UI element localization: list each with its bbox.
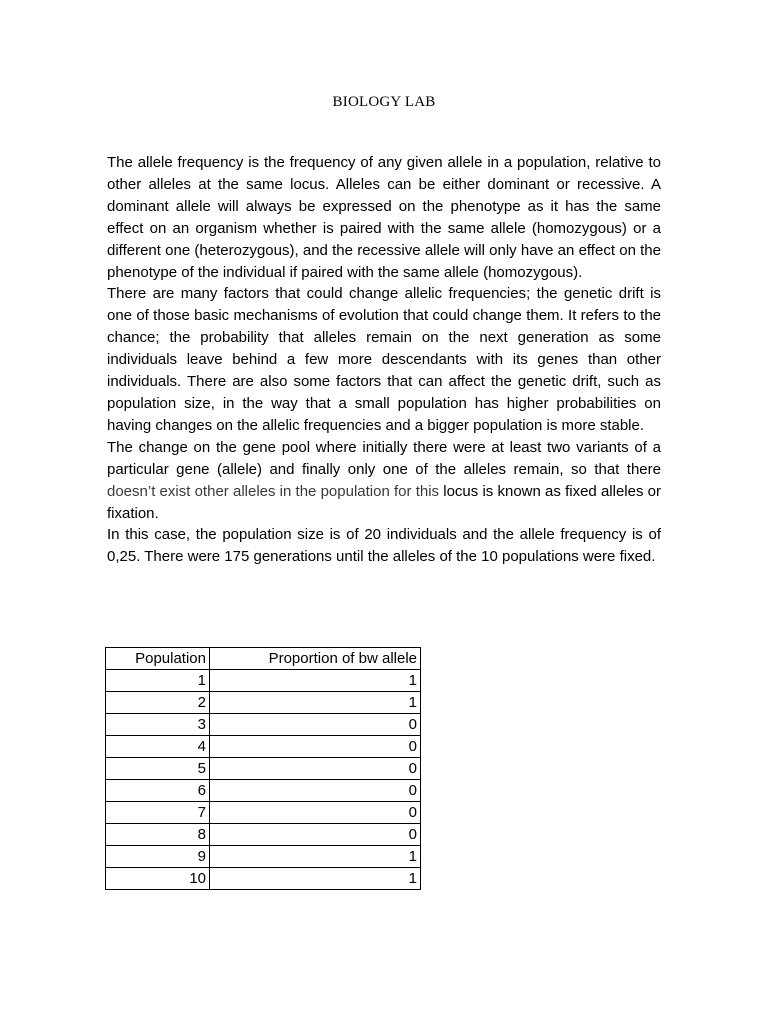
population-cell: 7 [106, 802, 210, 824]
proportion-cell: 0 [210, 758, 421, 780]
header-proportion: Proportion of bw allele [210, 648, 421, 670]
fixation-text-c: locus is known as fixed alleles or fixation. [107, 482, 661, 522]
table-row [106, 846, 421, 868]
table-row [106, 758, 421, 780]
paragraph-fixation [107, 437, 661, 525]
population-cell: 9 [106, 846, 210, 868]
fixation-text-b: doesn’t exist other alleles in the population for this [107, 482, 440, 500]
results-table [105, 647, 421, 890]
table-header-row [106, 648, 421, 670]
table-row [106, 868, 421, 890]
paragraph-allele-frequency: The allele frequency is the frequency of any given allele in a population, relative to other alleles at the same locus. Alleles can be either dominant or recessive. A dominant allele will always be expressed on the phenotype as it has the same effect on an organism whether is paired with the same allele (homozygous) or a different one (heterozygous), and the recessive allele will only have an effect on the phenotype of the individual if paired with the same allele (homozygous). [107, 154, 661, 281]
table-row [106, 802, 421, 824]
proportion-cell: 1 [210, 692, 421, 714]
population-cell: 5 [106, 758, 210, 780]
proportion-cell: 1 [210, 868, 421, 890]
proportion-cell: 0 [210, 714, 421, 736]
page-title: BIOLOGY LAB [332, 94, 436, 110]
table-row [106, 736, 421, 758]
table-row [106, 824, 421, 846]
paragraph-genetic-drift: There are many factors that could change allelic frequencies; the genetic drift is one of those basic mechanisms of evolution that could change them. It refers to the chance; the probability that alleles remain on the next generation as some individuals leave behind a few more descendants with its genes than other individuals. There are also some factors that can affect the genetic drift, such as population size, in the way that a small population has higher probabilities on having changes on the allelic frequencies and a bigger population is more stable. [107, 285, 661, 434]
table-row [106, 714, 421, 736]
header-population: Population [106, 648, 210, 670]
population-cell: 6 [106, 780, 210, 802]
population-cell: 10 [106, 868, 210, 890]
proportion-cell: 0 [210, 802, 421, 824]
population-cell: 1 [106, 670, 210, 692]
proportion-cell: 1 [210, 670, 421, 692]
table-row [106, 670, 421, 692]
paragraph-case: In this case, the population size is of 20 individuals and the allele frequency is of 0,25. There were 175 generations until the alleles of the 10 populations were fixed. [107, 526, 661, 566]
body-text [107, 152, 661, 568]
table-row [106, 692, 421, 714]
population-cell: 4 [106, 736, 210, 758]
table-row [106, 780, 421, 802]
proportion-cell: 0 [210, 824, 421, 846]
proportion-cell: 0 [210, 736, 421, 758]
population-cell: 8 [106, 824, 210, 846]
proportion-cell: 0 [210, 780, 421, 802]
fixation-text-a: The change on the gene pool where initially there were at least two variants of a particular gene (allele) and finally only one of the alleles remain, so that there [107, 438, 661, 478]
proportion-cell: 1 [210, 846, 421, 868]
population-cell: 3 [106, 714, 210, 736]
population-cell: 2 [106, 692, 210, 714]
